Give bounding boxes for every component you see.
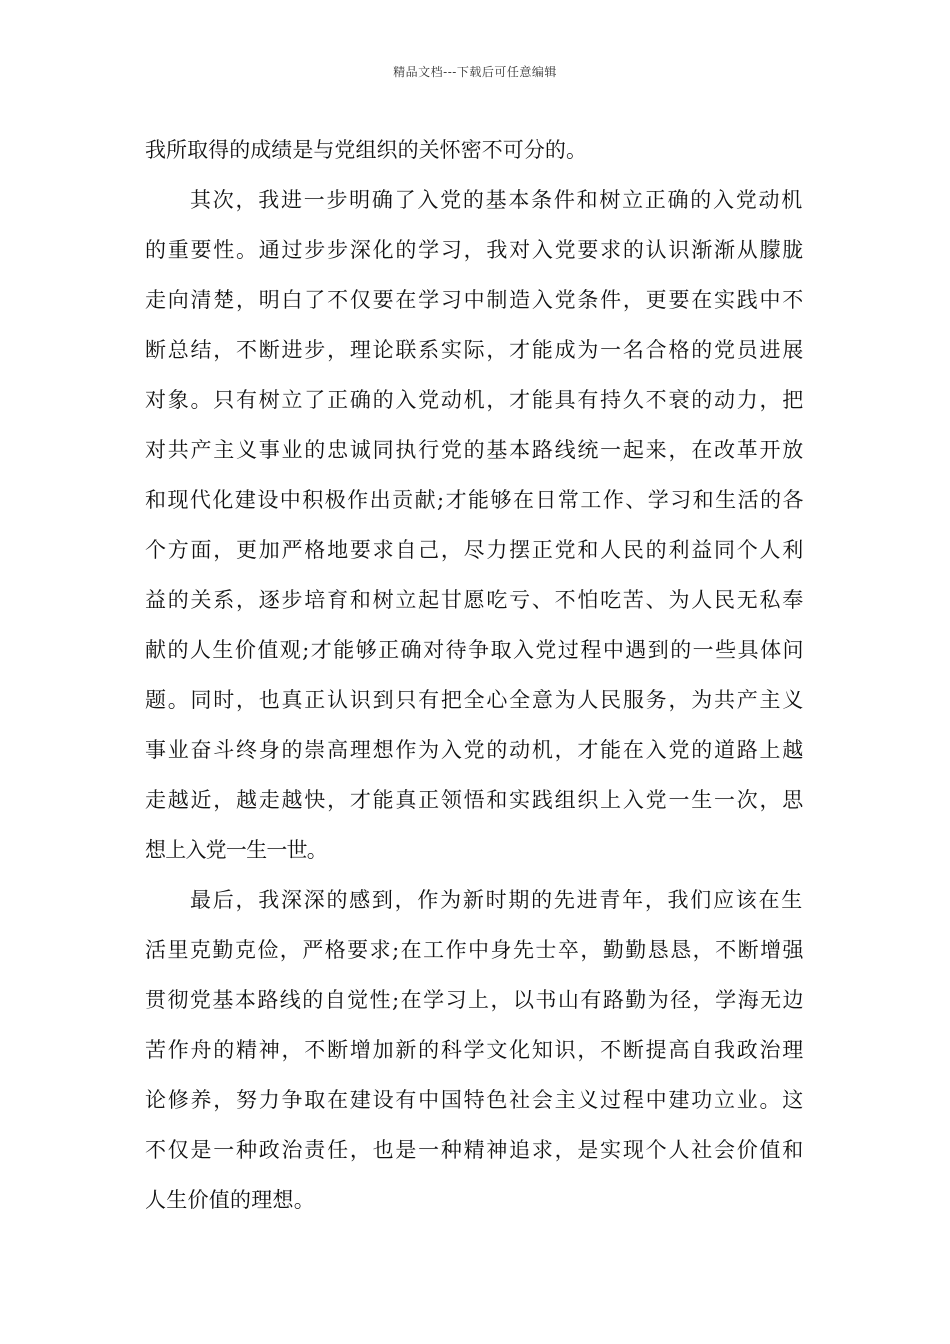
text-line: 题。同时，也真正认识到只有把全心全意为人民服务，为共产主义 [145,688,805,712]
text-line: 的重要性。通过步步深化的学习，我对入党要求的认识渐渐从朦胧 [145,238,805,262]
paragraph-first-line: 最后，我深深的感到，作为新时期的先进青年，我们应该在生 [190,888,804,912]
text-line: 走越近，越走越快，才能真正领悟和实践组织上入党一生一次，思 [145,788,805,812]
text-line: 贯彻党基本路线的自觉性;在学习上，以书山有路勤为径，学海无边 [145,988,805,1012]
text-line: 我所取得的成绩是与党组织的关怀密不可分的。 [145,138,587,162]
text-line: 活里克勤克俭，严格要求;在工作中身先士卒，勤勤恳恳，不断增强 [145,938,805,962]
text-line: 人生价值的理想。 [145,1188,315,1212]
text-line: 想上入党一生一世。 [145,838,327,862]
text-line: 对象。只有树立了正确的入党动机，才能具有持久不衰的动力，把 [145,388,805,412]
page-header: 精品文档---下载后可任意编辑 [393,65,557,79]
text-line: 事业奋斗终身的崇高理想作为入党的动机，才能在入党的道路上越 [145,738,805,762]
paragraph-first-line: 其次，我进一步明确了入党的基本条件和树立正确的入党动机 [190,188,804,212]
text-line: 苦作舟的精神，不断增加新的科学文化知识，不断提高自我政治理 [145,1038,805,1062]
text-line: 断总结，不断进步，理论联系实际，才能成为一名合格的党员进展 [145,338,805,362]
text-line: 走向清楚，明白了不仅要在学习中制造入党条件，更要在实践中不 [145,288,805,312]
text-line: 论修养，努力争取在建设有中国特色社会主义过程中建功立业。这 [145,1088,805,1112]
text-line: 个方面，更加严格地要求自己，尽力摆正党和人民的利益同个人利 [145,538,805,562]
text-line: 献的人生价值观;才能够正确对待争取入党过程中遇到的一些具体问 [145,638,805,662]
text-line: 不仅是一种政治责任，也是一种精神追求，是实现个人社会价值和 [145,1138,805,1162]
text-line: 益的关系，逐步培育和树立起甘愿吃亏、不怕吃苦、为人民无私奉 [145,588,805,612]
text-line: 对共产主义事业的忠诚同执行党的基本路线统一起来，在改革开放 [145,438,805,462]
text-line: 和现代化建设中积极作出贡献;才能够在日常工作、学习和生活的各 [145,488,805,512]
